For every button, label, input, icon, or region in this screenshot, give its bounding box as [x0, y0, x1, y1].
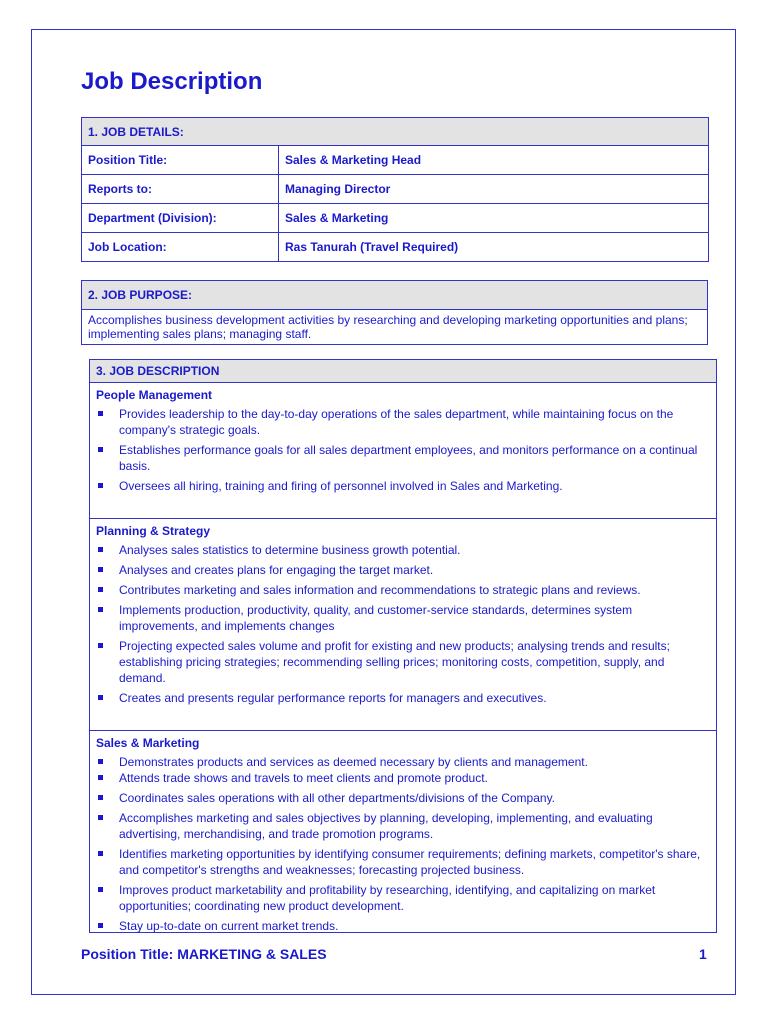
list-item: [96, 602, 710, 634]
people-management-section: [90, 383, 716, 519]
table-row: [82, 233, 709, 262]
section-title: Sales & Marketing: [96, 736, 200, 750]
bullet-icon: [98, 851, 103, 856]
list-item: [96, 770, 710, 786]
job-details-header: 1. JOB DETAILS:: [82, 118, 709, 146]
list-item-text: Analyses and creates plans for engaging the target market.: [119, 563, 434, 577]
bullet-icon: [98, 643, 103, 648]
list-item: [96, 846, 710, 878]
section-title: People Management: [96, 388, 213, 402]
list-item-text: Contributes marketing and sales information and recommendations to strategic plans and reviews.: [119, 583, 641, 597]
position-title-value: Sales & Marketing Head: [279, 146, 709, 175]
list-item: [96, 918, 710, 934]
bullet-icon: [98, 695, 103, 700]
list-item: [96, 406, 710, 438]
list-item-text: Coordinates sales operations with all other departments/divisions of the Company.: [119, 791, 556, 805]
bullet-icon: [98, 447, 103, 452]
list-item-text: Identifies marketing opportunities by identifying consumer requirements; defining markets, competitor's share, and competitor's strengths and weaknesses; forecasting projected business.: [119, 847, 701, 877]
list-item-text: Establishes performance goals for all sales department employees, and monitors performance on a continual basis.: [119, 443, 698, 473]
list-item-text: Accomplishes marketing and sales objectives by planning, developing, implementing, and evaluating advertising, merchandising, and trade promotion programs.: [119, 811, 653, 841]
department-value: Sales & Marketing: [279, 204, 709, 233]
bullet-icon: [98, 607, 103, 612]
bullet-icon: [98, 567, 103, 572]
list-item: [96, 582, 710, 598]
bullet-icon: [98, 587, 103, 592]
list-item: [96, 882, 710, 914]
table-row: [82, 175, 709, 204]
bullet-icon: [98, 411, 103, 416]
page-title: Job Description: [81, 68, 263, 95]
bullet-icon: [98, 795, 103, 800]
job-description-header: 3. JOB DESCRIPTION: [90, 360, 716, 383]
list-item-text: Oversees all hiring, training and firing of personnel involved in Sales and Marketing.: [119, 479, 563, 493]
department-label: Department (Division):: [82, 204, 279, 233]
position-title-label: Position Title:: [82, 146, 279, 175]
section-title: Planning & Strategy: [96, 524, 211, 538]
job-location-value: Ras Tanurah (Travel Required): [279, 233, 709, 262]
reports-to-label: Reports to:: [82, 175, 279, 204]
job-purpose-text: Accomplishes business development activities by researching and developing marketing opportunities and plans; implementing sales plans; managing staff.: [82, 310, 708, 345]
table-row: [82, 204, 709, 233]
list-item: [96, 478, 710, 494]
bullet-icon: [98, 815, 103, 820]
list-item-text: Stay up-to-date on current market trends.: [119, 919, 339, 933]
job-description-box: [89, 359, 717, 933]
planning-strategy-section: [90, 519, 716, 731]
job-location-label: Job Location:: [82, 233, 279, 262]
list-item: [96, 690, 710, 706]
list-item-text: Implements production, productivity, quality, and customer-service standards, determines system improvements, and implements changes: [119, 603, 633, 633]
list-item-text: Provides leadership to the day-to-day operations of the sales department, while maintaining focus on the company's strategic goals.: [119, 407, 674, 437]
job-details-table: [81, 117, 709, 262]
bullet-icon: [98, 887, 103, 892]
list-item: [96, 790, 710, 806]
table-row: [82, 146, 709, 175]
list-item: [96, 810, 710, 842]
list-item-text: Demonstrates products and services as deemed necessary by clients and management.: [119, 755, 588, 769]
list-item-text: Projecting expected sales volume and profit for existing and new products; analysing trends and results; establishing pricing strategies; recommending selling prices; monitoring costs, competition, supply, and demand.: [119, 639, 670, 685]
list-item: [96, 754, 710, 770]
list-item-text: Analyses sales statistics to determine business growth potential.: [119, 543, 461, 557]
list-item-text: Attends trade shows and travels to meet clients and promote product.: [119, 771, 488, 785]
bullet-icon: [98, 775, 103, 780]
list-item-text: Creates and presents regular performance reports for managers and executives.: [119, 691, 547, 705]
job-purpose-header: 2. JOB PURPOSE:: [82, 281, 708, 310]
sales-marketing-section: [90, 731, 716, 931]
bullet-icon: [98, 759, 103, 764]
bullet-icon: [98, 547, 103, 552]
bullet-icon: [98, 923, 103, 928]
list-item-text: Improves product marketability and profitability by researching, identifying, and capitalizing on market opportunities; coordinating new product development.: [119, 883, 656, 913]
list-item: [96, 638, 710, 686]
list-item: [96, 562, 710, 578]
job-purpose-table: [81, 280, 708, 345]
list-item: [96, 442, 710, 474]
page-number: 1: [699, 946, 707, 962]
reports-to-value: Managing Director: [279, 175, 709, 204]
bullet-icon: [98, 483, 103, 488]
list-item: [96, 542, 710, 558]
footer-position-title: Position Title: MARKETING & SALES: [81, 946, 327, 962]
